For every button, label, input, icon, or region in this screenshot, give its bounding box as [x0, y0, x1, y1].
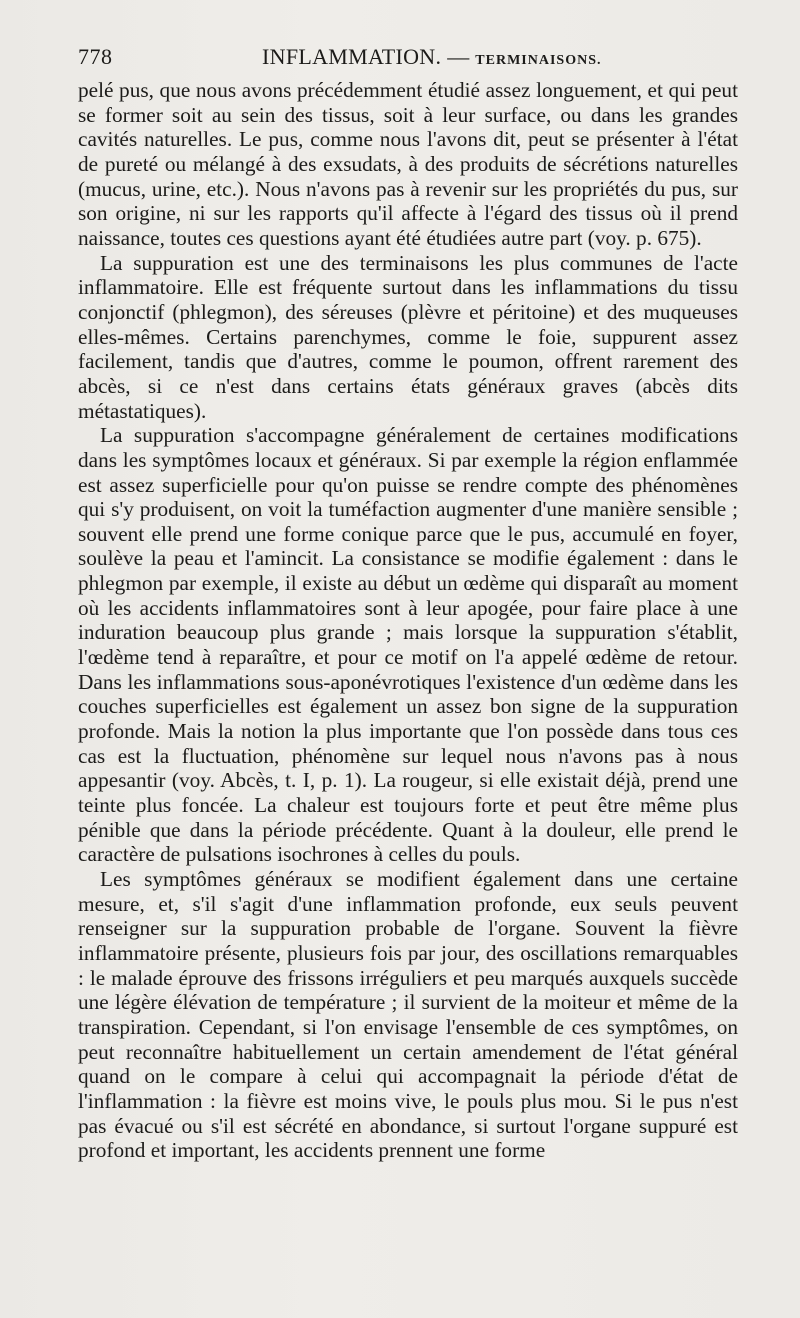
paragraph-general-symptoms: Les symptômes généraux se modifient également dans une certaine mesure, et, s'il s'agit d'une inflammation profonde, eux seuls peuvent renseigner sur la suppuration probable de l'organe. Souvent la fièvre inflammatoire présente, plusieurs fois par jour, des oscillations remarquables : le malade éprouve des frissons irréguliers et peu marqués auxquels succède une légère élévation de température ; il survient de la moiteur et même de la transpiration. Cependant, si l'on envisage l'ensemble de ces symptômes, on peut reconnaître habituellement un certain amendement de l'état général quand on le compare à celui qui accompagnait la période d'état de l'inflammation : la fièvre est moins vive, le pouls plus mou. Si le pus n'est pas évacué ou s'il est sécrété en abondance, si surtout l'organe suppuré est profond et important, les accidents prennent une forme — [78, 867, 738, 1163]
running-head-title: INFLAMMATION. — [262, 44, 442, 69]
running-head-subtitle: TERMINAISONS. — [475, 53, 602, 68]
body-text — [78, 78, 738, 1163]
page-number: 778 — [78, 44, 113, 69]
running-head — [262, 44, 602, 70]
paragraph-continued: pelé pus, que nous avons précédemment étudié assez longuement, et qui peut se former soit au sein des tissus, soit à leur surface, ou dans les grandes cavités naturelles. Le pus, comme nous l'avons dit, peut se présenter à l'état de pureté ou mélangé à des exsudats, à des produits de sécrétions naturelles (mucus, urine, etc.). Nous n'avons pas à revenir sur les propriétés du pus, sur son origine, ni sur les rapports qu'il affecte à l'égard des tissus où il prend naissance, toutes ces questions ayant été étudiées autre part (voy. p. 675). — [78, 78, 738, 250]
paragraph-local-symptoms: La suppuration s'accompagne généralement de certaines modifications dans les symptômes locaux et généraux. Si par exemple la région enflammée est assez superficielle pour qu'on puisse se rendre compte des phénomènes qui s'y produisent, on voit la tuméfaction augmenter d'une manière sensible ; souvent elle prend une forme conique parce que le pus, accumulé en foyer, soulève la peau et l'amincit. La consistance se modifie également : dans le phlegmon par exemple, il existe au début un œdème qui disparaît au moment où les accidents inflammatoires sont à leur apogée, pour faire place à une induration beaucoup plus grande ; mais lorsque la suppuration s'établit, l'œdème tend à reparaître, et pour ce motif on l'a appelé œdème de retour. Dans les inflammations sous-aponévrotiques l'existence d'un œdème dans les couches superficielles est également un assez bon signe de la suppuration profonde. Mais la notion la plus importante que l'on possède dans tous ces cas est la fluctuation, phénomène sur lequel nous n'avons pas à nous appesantir (voy. Abcès, t. I, p. 1). La rougeur, si elle existait déjà, prend une teinte plus foncée. La chaleur est toujours forte et peut être même plus pénible que dans la période précédente. Quant à la douleur, elle prend le caractère de pulsations isochrones à celles du pouls. — [78, 423, 738, 867]
paragraph-suppuration: La suppuration est une des terminaisons les plus communes de l'acte inflammatoire. Elle est fréquente surtout dans les inflammations du tissu conjonctif (phlegmon), des séreuses (plèvre et péritoine) et des muqueuses elles-mêmes. Certains parenchymes, comme le foie, suppurent assez facilement, tandis que d'autres, comme le poumon, offrent rarement des abcès, si ce n'est dans certains états généraux graves (abcès dits métastatiques). — [78, 250, 738, 423]
page-header — [78, 38, 738, 72]
running-head-separator: — — [447, 44, 470, 69]
